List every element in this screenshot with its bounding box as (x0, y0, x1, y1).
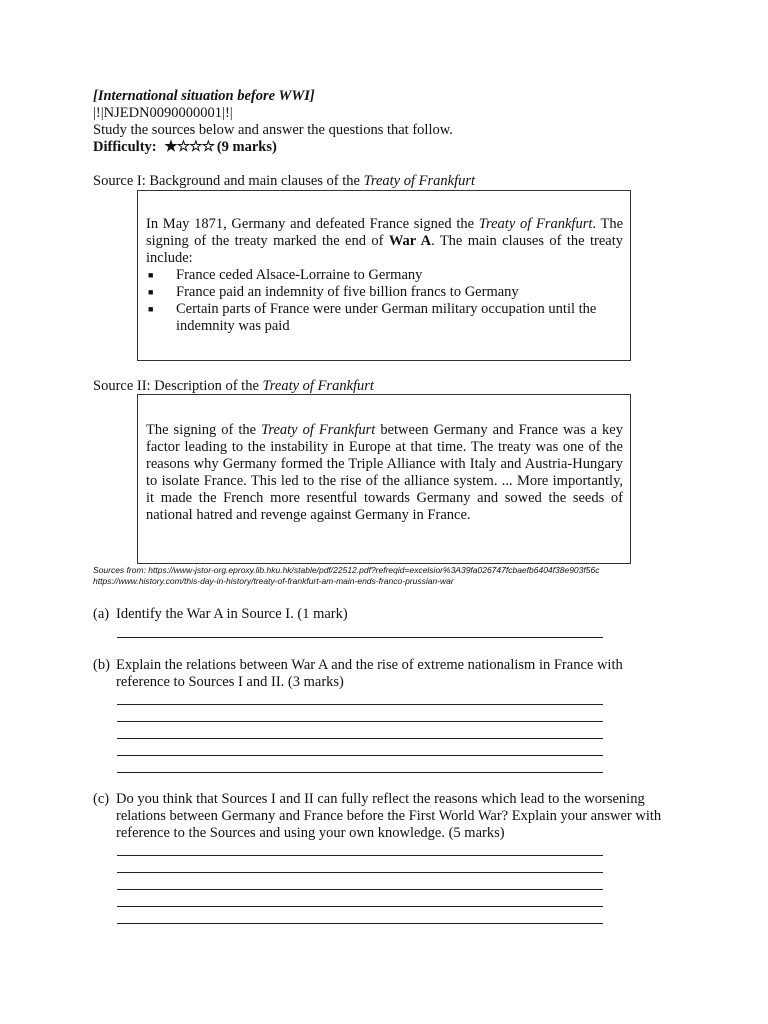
bullet-icon: ■ (148, 287, 154, 297)
question-label: (c) (93, 791, 110, 807)
question-a (93, 606, 673, 623)
answer-line[interactable] (117, 906, 603, 907)
answer-line[interactable] (117, 855, 603, 856)
source-2-box (137, 394, 631, 564)
answer-line[interactable] (117, 755, 603, 756)
difficulty-row (93, 139, 693, 156)
answer-line[interactable] (117, 738, 603, 739)
source-1-clauses (146, 267, 623, 335)
source-1-box (137, 190, 631, 361)
answer-line[interactable] (117, 923, 603, 924)
source-1-text: In May 1871, Germany and defeated France signed the Treaty of Frankfurt. The signing of the treaty marked the end of War A. The main clauses of the treaty include: (146, 216, 623, 266)
answer-line[interactable] (117, 704, 603, 705)
bullet-icon: ■ (148, 270, 154, 280)
star-empty-icon: ☆ (176, 139, 190, 155)
star-empty-icon: ☆ (189, 139, 202, 155)
instructions: Study the sources below and answer the questions that follow. (93, 122, 453, 138)
page-title: [International situation before WWI] (93, 88, 315, 104)
answer-line[interactable] (117, 889, 603, 890)
question-label: (b) (93, 657, 110, 673)
question-b (93, 657, 673, 691)
total-marks: (9 marks) (216, 139, 277, 155)
worksheet-header (93, 88, 693, 156)
question-text: Identify the War A in Source I. (1 mark) (116, 606, 348, 622)
question-text: Explain the relations between War A and the rise of extreme nationalism in France with reference to Sources I and II. (3 marks) (116, 657, 623, 690)
source-1-label: Source I: Background and main clauses of the Treaty of Frankfurt (93, 173, 476, 189)
question-label: (a) (93, 606, 110, 622)
citation-link[interactable]: https://www.history.com/this-day-in-history/treaty-of-frankfurt-am-main-ends-franco-prussian-war (93, 576, 454, 586)
answer-line[interactable] (117, 772, 603, 773)
sources-citation (93, 565, 693, 587)
answer-line[interactable] (117, 721, 603, 722)
bullet-icon: ■ (148, 304, 154, 314)
list-item: ■ France ceded Alsace-Lorraine to Germany (148, 267, 423, 283)
answer-line[interactable] (117, 637, 603, 638)
question-text: Do you think that Sources I and II can fully reflect the reasons which lead to the worsening relations between Germany and France before the First World War? Explain your answer with reference to the Sources and using your own knowledge. (5 marks) (116, 791, 662, 841)
difficulty-stars (164, 139, 217, 155)
difficulty-label: Difficulty: (93, 139, 157, 155)
star-empty-icon: ☆ (201, 139, 215, 155)
citation-link[interactable]: Sources from: https://www-jstor-org.eproxy.lib.hku.hk/stable/pdf/22512.pdf?refreqid=excelsior%3A39fa026747fcbaefb6404f38e903f56c (93, 565, 600, 575)
star-filled-icon: ★ (164, 139, 177, 155)
question-c (93, 791, 673, 842)
question-code: |!|NJEDN0090000001|!| (93, 105, 233, 121)
list-item: ■ France paid an indemnity of five billion francs to Germany (148, 284, 519, 300)
source-2-label: Source II: Description of the Treaty of Frankfurt (93, 378, 374, 394)
answer-line[interactable] (117, 872, 603, 873)
source-2-text: The signing of the Treaty of Frankfurt between Germany and France was a key factor leading to the instability in Europe at that time. The treaty was one of the reasons why Germany formed the Triple Alliance with Italy and Austria-Hungary to isolate France. This led to the rise of the alliance system. ... More importantly, it made the French more resentful towards Germany and sowed the seeds of national hatred and revenge against Germany in France. (146, 422, 623, 523)
list-item: ■ Certain parts of France were under German military occupation until the indemnity was paid (148, 301, 597, 334)
